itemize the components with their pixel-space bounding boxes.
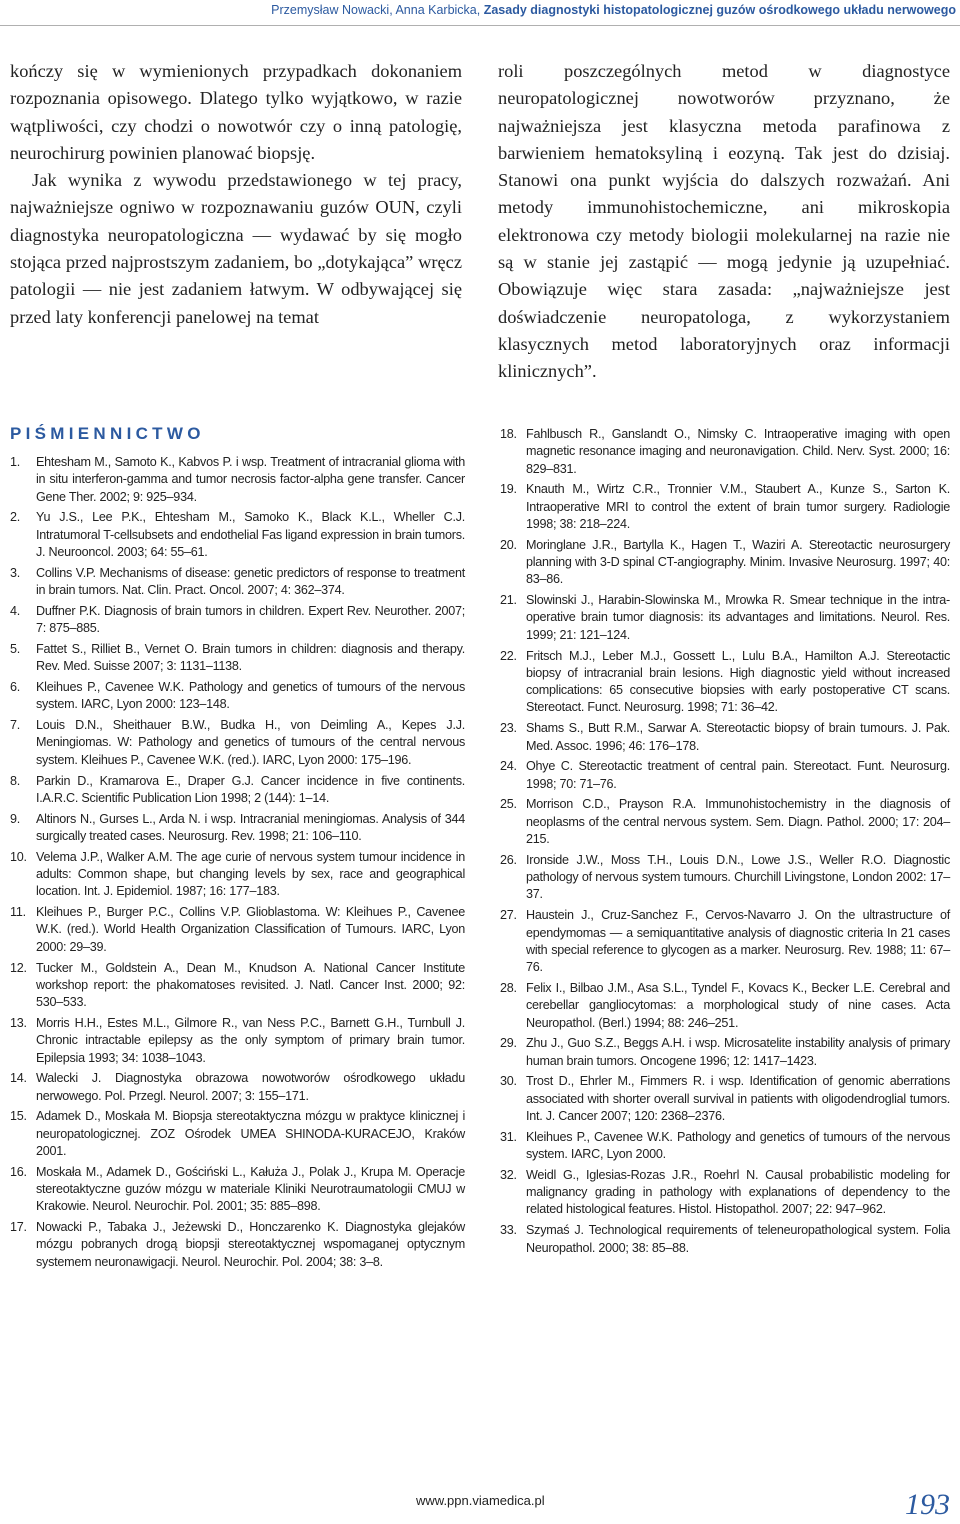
reference-item — [10, 1070, 465, 1105]
footer-url: www.ppn.viamedica.pl — [416, 1493, 545, 1508]
reference-item — [10, 960, 465, 1012]
reference-number: 2. — [10, 510, 21, 525]
reference-text: Fattet S., Rilliet B., Vernet O. Brain tumors in children: diagnosis and therapy. Rev. Med. Suisse 2007; 3: 1131–1138. — [36, 641, 465, 674]
reference-number: 21. — [500, 593, 517, 608]
reference-item — [500, 426, 950, 478]
references-list-right — [500, 426, 950, 1260]
reference-text: Ehtesham M., Samoto K., Kabvos P. i wsp. Treatment of intracranial glioma with in situ interferon-gamma and tumor necrosis factor-alpha gene transfer. Cancer Gene Ther. 2002; 9: 925–934. — [36, 455, 465, 504]
reference-item — [10, 773, 465, 808]
reference-number: 17. — [10, 1220, 27, 1235]
reference-item — [500, 592, 950, 644]
reference-text: Tucker M., Goldstein A., Dean M., Knudson A. National Cancer Institute workshop report: the phakomatoses revisited. J. Natl. Cancer Inst. 2000; 92: 530–533. — [36, 960, 465, 1010]
reference-text: Duffner P.K. Diagnosis of brain tumors in children. Expert Rev. Neurother. 2007; 7: 875–885. — [36, 603, 465, 636]
reference-number: 33. — [500, 1223, 517, 1238]
reference-number: 19. — [500, 482, 517, 497]
reference-item — [10, 1219, 465, 1271]
reference-number: 14. — [10, 1071, 27, 1086]
reference-number: 26. — [500, 852, 517, 867]
references-heading: PIŚMIENNICTWO — [10, 424, 205, 443]
reference-text: Fritsch M.J., Leber M.J., Gossett L., Lulu B.A., Hamilton A.J. Stereotactic biopsy of intracranial brain lesions. High diagnostic yield without increased complications: 65 consecutive biopsies with early postoperative CT scans. Stereotact. Funct. Neurosurg. 1998; 71: 36–42. — [526, 648, 950, 715]
reference-text: Nowacki P., Tabaka J., Jeżewski D., Honczarenko K. Diagnostyka glejaków mózgu pobranych drogą biopsji stereotaktycznej wspomaganej optycznym systemem neuronawigacji. Neurol. Neurochir. Pol. 2004; 38: 3–8. — [36, 1220, 465, 1269]
reference-item — [500, 907, 950, 976]
reference-item — [10, 811, 465, 846]
reference-item — [10, 1164, 465, 1216]
reference-text: Louis D.N., Sheithauer B.W., Budka H., von Deimling A., Kepes J.J. Meningiomas. W: Pathology and genetics of tumours of the central nervous system. Kleihues P., Cavenee W.K. (red.). IARC, Lyon 2000: 175–196. — [36, 718, 465, 767]
reference-text: Walecki J. Diagnostyka obrazowa nowotworów ośrodkowego układu nerwowego. Pol. Przegl. Neurol. 2007; 3: 155–171. — [36, 1071, 465, 1103]
reference-item — [10, 904, 465, 956]
body-text-left-column — [10, 58, 462, 331]
reference-item — [500, 980, 950, 1032]
reference-text: Trost D., Ehrler M., Fimmers R. i wsp. Identification of genomic aberrations associated with shorter overall survival in patients with oligodendroglial tumors. Int. J. Cancer 2007; 120: 2368–2376. — [526, 1074, 950, 1123]
reference-number: 25. — [500, 797, 517, 812]
reference-text: Knauth M., Wirtz C.R., Tronnier V.M., Staubert A., Kunze S., Sarton K. Intraoperative MRI to control the extent of brain tumor surgery. Radiologie 1998; 38: 218–224. — [526, 482, 950, 531]
reference-item — [500, 537, 950, 589]
reference-number: 16. — [10, 1164, 27, 1179]
reference-item — [500, 852, 950, 904]
reference-text: Parkin D., Kramarova E., Draper G.J. Cancer incidence in five continents. I.A.R.C. Scientific Publication Lion 1998; 2 (144): 1–14. — [36, 773, 465, 805]
reference-text: Moskała M., Adamek D., Gościński L., Kałuża J., Polak J., Krupa M. Operacje stereotaktyczne guzów mózgu w materiale Kliniki Neurotraumatologii CMUJ w Krakowie. Neurol. Neurochir. Pol. 2001; 35: 885–898. — [36, 1164, 465, 1214]
reference-number: 11. — [10, 905, 26, 920]
reference-item — [10, 454, 465, 506]
reference-number: 6. — [10, 680, 21, 695]
reference-number: 1. — [10, 455, 21, 469]
reference-item — [500, 1167, 950, 1219]
reference-text: Yu J.S., Lee P.K., Ehtesham M., Samoko K., Black K.L., Wheller C.J. Intratumoral T-cellsubsets and endothelial Fas ligand expression in brain tumors. J. Neurooncol. 2003; 64: 55–61. — [36, 510, 465, 559]
reference-text: Kleihues P., Cavenee W.K. Pathology and genetics of tumours of the nervous system. IARC, Lyon 2000. — [526, 1129, 950, 1162]
reference-text: Weidl G., Iglesias-Rozas J.R., Roehrl N. Causal probabilistic modeling for malignancy grading in pathology with explanations of dependency to the related histological features. Histol. Histopathol. 2007; 22: 947–962. — [526, 1167, 950, 1217]
reference-number: 32. — [500, 1167, 517, 1182]
reference-item — [10, 603, 465, 638]
reference-number: 23. — [500, 721, 517, 736]
reference-number: 7. — [10, 718, 21, 733]
reference-number: 24. — [500, 759, 517, 774]
body-paragraph: roli poszczególnych metod w diagnostyce neuropatologicznej nowotworów przyznano, że najważniejsza jest klasyczna metoda parafinowa z barwieniem hematoksyliną i eozyną. Tak jest do dzisiaj. Stanowi ona punkt wyjścia do dalszych rozważań. Ani metody immunohistochemiczne, ani mikroskopia elektronowa czy metody biologii molekularnej na razie nie są w stanie jej zastąpić — mogą jedynie ją uzupełniać. Obowiązuje więc stara zasada: „najważniejsze jest doświadczenie neuropatologa, z wykorzystaniem klasycznych metod laboratoryjnych oraz informacji klinicznych”. — [498, 61, 950, 382]
body-paragraph: Jak wynika z wywodu przedstawionego w tej pracy, najważniejsze ogniwo w rozpoznawaniu guzów OUN, czyli diagnostyka neuropatologiczna — wydawać by się mogło stojąca przed najprostszym zadaniem, bo „dotykająca” wręcz patologii — nie jest zadaniem łatwym. W odbywającej się przed laty konferencji panelowej na temat — [10, 170, 462, 327]
reference-item — [10, 565, 465, 600]
header-authors: Przemysław Nowacki, Anna Karbicka, — [271, 3, 481, 17]
reference-number: 27. — [500, 908, 517, 923]
reference-item — [10, 509, 465, 561]
reference-item — [10, 679, 465, 714]
reference-number: 10. — [10, 849, 27, 864]
reference-number: 3. — [10, 565, 21, 580]
reference-text: Kleihues P., Cavenee W.K. Pathology and genetics of tumours of the nervous system. IARC, Lyon 2000: 123–148. — [36, 680, 465, 712]
reference-number: 18. — [500, 427, 517, 441]
header-article-title: Zasady diagnostyki histopatologicznej guzów ośrodkowego układu nerwowego — [483, 3, 956, 17]
reference-item — [500, 481, 950, 533]
reference-item — [500, 1222, 950, 1257]
reference-item — [500, 720, 950, 755]
reference-item — [10, 1015, 465, 1067]
reference-number: 12. — [10, 960, 27, 975]
reference-text: Kleihues P., Burger P.C., Collins V.P. Glioblastoma. W: Kleihues P., Cavenee W.K. (red.). World Health Organization Classification of Tumours. IARC, Lyon 2000: 29–39. — [36, 905, 465, 954]
reference-item — [500, 1073, 950, 1125]
reference-number: 15. — [10, 1109, 27, 1124]
reference-number: 9. — [10, 811, 21, 826]
reference-text: Ironside J.W., Moss T.H., Louis D.N., Lowe J.S., Weller R.O. Diagnostic pathology of nervous system tumours. Churchill Livingstone, London 2002: 17–37. — [526, 852, 950, 902]
reference-number: 22. — [500, 648, 517, 663]
reference-item — [500, 1035, 950, 1070]
reference-number: 4. — [10, 603, 21, 618]
reference-number: 5. — [10, 641, 21, 656]
references-list-left — [10, 454, 465, 1275]
reference-text: Shams S., Butt R.M., Sarwar A. Stereotactic biopsy of brain tumours. J. Pak. Med. Assoc. 1996; 46: 176–178. — [526, 721, 950, 753]
reference-text: Morris H.H., Estes M.L., Gilmore R., van Ness P.C., Barnett G.H., Turnbull J. Chronic intractable epilepsy as the only symptom of primary brain tumor. Epilepsia 1993; 34: 1038–1043. — [36, 1015, 465, 1065]
reference-item — [500, 1129, 950, 1164]
reference-number: 29. — [500, 1036, 517, 1051]
running-header — [0, 0, 960, 26]
reference-item — [10, 641, 465, 676]
reference-text: Haustein J., Cruz-Sanchez F., Cervos-Navarro J. On the ultrastructure of ependymomas — a semiquantitative analysis of diagnostic criteria In 21 cases with special reference to glycogen as a marker. Neurosurg. Rev. 1988; 11: 67–76. — [526, 908, 950, 975]
reference-text: Morrison C.D., Prayson R.A. Immunohistochemistry in the diagnosis of neoplasms of the central nervous system. Sem. Diagn. Pathol. 2000; 17: 204–215. — [526, 797, 950, 847]
reference-text: Adamek D., Moskała M. Biopsja stereotaktyczna mózgu w praktyce klinicznej i neuropatologicznej. ZOZ Ośrodek UMEA SHINODA-KURACEJO, Kraków 2001. — [36, 1109, 465, 1158]
reference-item — [500, 796, 950, 848]
reference-text: Felix I., Bilbao J.M., Asa S.L., Tyndel F., Kovacs K., Becker L.E. Cerebral and cerebellar gangliocytomas: a morphological study of nine cases. Acta Neuropathol. (Berl.) 1994; 88: 246–251. — [526, 980, 950, 1030]
reference-text: Szymaś J. Technological requirements of teleneuropathological system. Folia Neuropathol. 2000; 38: 85–88. — [526, 1223, 950, 1255]
body-text-right-column — [498, 58, 950, 386]
body-paragraph: kończy się w wymienionych przypadkach dokonaniem rozpoznania opisowego. Dlatego tylko wyjątkowo, w razie wątpliwości, czy chodzi o nowotwór czy o inną patologię, neurochirurg powinien planować biopsję. — [10, 61, 462, 163]
reference-item — [10, 717, 465, 769]
page-number: 193 — [905, 1488, 950, 1521]
reference-number: 8. — [10, 773, 21, 788]
reference-text: Moringlane J.R., Bartylla K., Hagen T., Waziri A. Stereotactic neurosurgery planning with 3-D spinal CT-angiography. Minim. Invasive Neurosurg. 1997; 40: 83–86. — [526, 537, 950, 587]
reference-text: Collins V.P. Mechanisms of disease: genetic predictors of response to treatment in brain tumors. Nat. Clin. Pract. Oncol. 2007; 4: 362–374. — [36, 565, 465, 598]
reference-number: 31. — [500, 1129, 517, 1144]
reference-text: Slowinski J., Harabin-Slowinska M., Mrowka R. Smear technique in the intra-operative brain tumor diagnosis: its advantages and limitations. Neurol. Res. 1999; 21: 121–124. — [526, 593, 950, 642]
reference-item — [10, 849, 465, 901]
reference-item — [500, 758, 950, 793]
reference-text: Ohye C. Stereotactic treatment of central pain. Stereotact. Funt. Neurosurg. 1998; 70: 71–76. — [526, 759, 950, 791]
reference-number: 13. — [10, 1015, 27, 1030]
reference-text: Velema J.P., Walker A.M. The age curie of nervous system tumour incidence in adults: Common shape, but changing levels by sex, race and geographical location. Int. J. Epidemiol. 1987; 16: 177–183. — [36, 849, 465, 899]
reference-item — [10, 1108, 465, 1160]
reference-number: 30. — [500, 1074, 517, 1089]
reference-item — [500, 648, 950, 717]
reference-number: 20. — [500, 537, 517, 552]
reference-text: Zhu J., Guo S.Z., Beggs A.H. i wsp. Microsatelite instability analysis of primary human brain tumors. Oncogene 1996; 12: 1417–1423. — [526, 1036, 950, 1068]
reference-number: 28. — [500, 980, 517, 995]
reference-text: Altinors N., Gurses L., Arda N. i wsp. Intracranial meningiomas. Analysis of 344 surgically treated cases. Neurosurg. Rev. 1998; 21: 106–110. — [36, 811, 465, 843]
reference-text: Fahlbusch R., Ganslandt O., Nimsky C. Intraoperative imaging with open magnetic resonance imaging and neuronavigation. Child. Nerv. Syst. 2000; 16: 829–831. — [526, 427, 950, 476]
